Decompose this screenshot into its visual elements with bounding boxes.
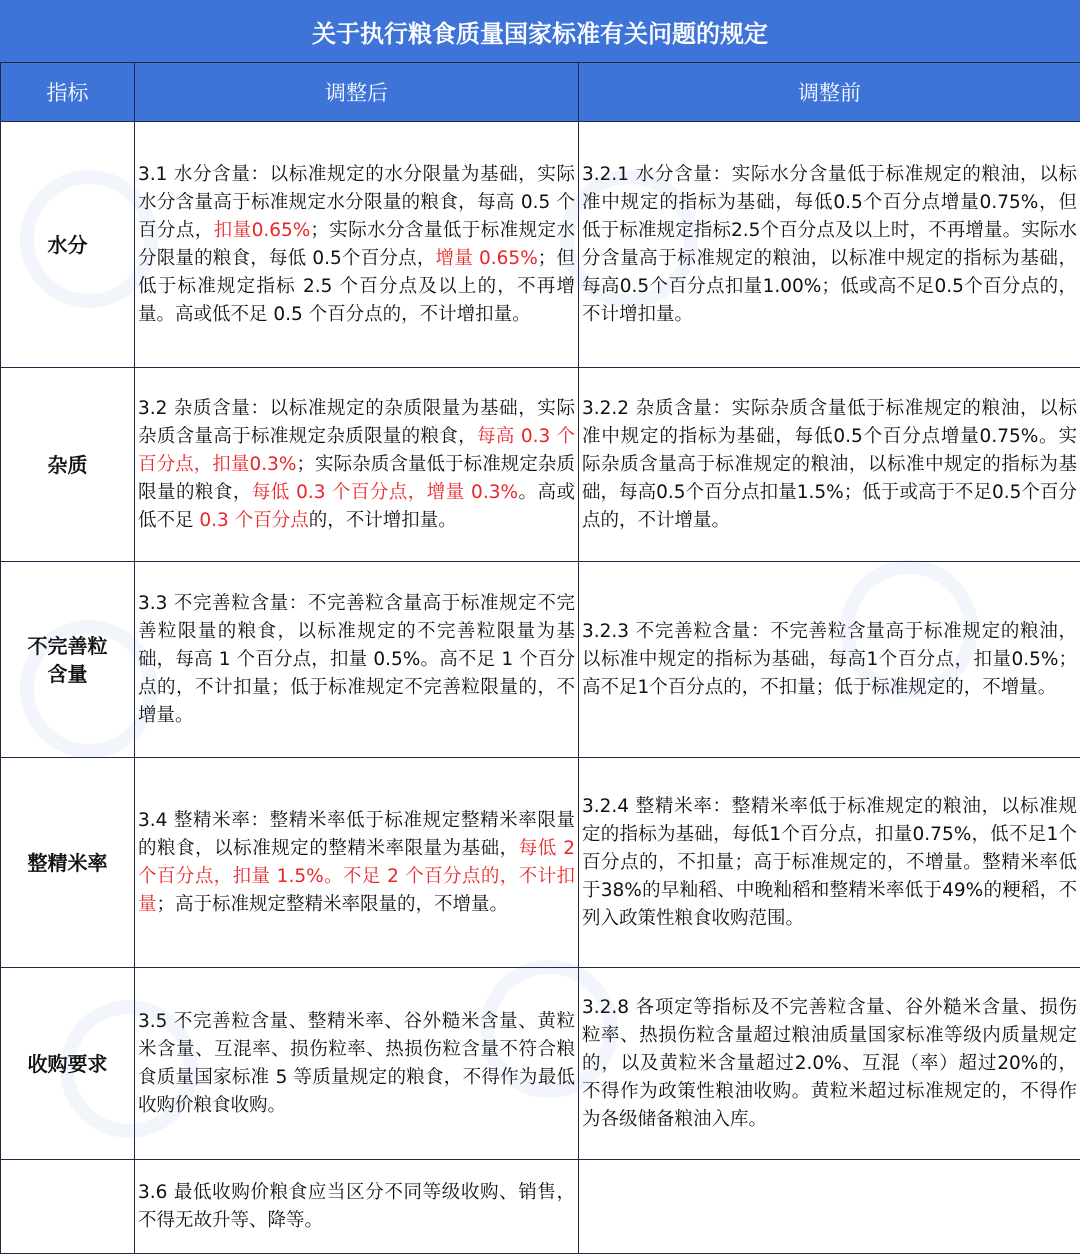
header-before: 调整前	[579, 63, 1080, 122]
text-segment: 3.6 最低收购价粮食应当区分不同等级收购、销售，不得无故升等、降等。	[138, 1181, 575, 1231]
indicator-cell	[1, 562, 135, 758]
text-segment: 3.2 杂质含量：以标准规定的杂质限量为基础，实际杂质含量高于标准规定杂质限量的粮食，	[138, 397, 575, 447]
before-cell: 3.2.3 不完善粒含量：不完善粒含量高于标准规定的粮油，以标准中规定的指标为基础，每高1个百分点，扣量0.5%；高不足1个百分点的，不扣量；低于标准规定的，不增量。	[579, 562, 1080, 758]
text-segment: ；实际水分含量低于标准规定水分限量的粮食，每低 0.5个百分点，	[138, 219, 575, 269]
table-row	[1, 122, 1080, 368]
highlighted-text: 每低 0.3 个百分点，增量 0.3%	[251, 481, 519, 503]
highlighted-text: 扣量0.65%	[213, 219, 311, 241]
highlighted-text: 0.3 个百分点	[199, 509, 309, 531]
text-segment: 3.1 水分含量：以标准规定的水分限量为基础，实际水分含量高于标准规定水分限量的粮食，每高 0.5 个百分点，	[138, 163, 575, 241]
before-cell	[579, 1160, 1080, 1254]
before-cell: 3.2.4 整精米率：整精米率低于标准规定的粮油，以标准规定的指标为基础，每低1个百分点，扣量0.75%，低不足1个百分点的，不扣量；高于标准规定的，不增量。整精米率低于38%的早籼稻、中晚籼稻和整精米率低于49%的粳稻，不列入政策性粮食收购范围。	[579, 758, 1080, 968]
text-segment: 3.5 不完善粒含量、整精米率、谷外糙米含量、黄粒米含量、互混率、损伤粒率、热损伤粒含量不符合粮食质量国家标准 5 等质量规定的粮食，不得作为最低收购价粮食收购。	[138, 1010, 575, 1116]
table-row	[1, 368, 1080, 562]
indicator-label: 不完善粒含量	[27, 633, 108, 686]
text-segment: ；高于标准规定整精米率限量的，不增量。	[156, 893, 509, 915]
after-cell	[135, 1160, 579, 1254]
after-cell	[135, 968, 579, 1160]
text-segment: 3.3 不完善粒含量：不完善粒含量高于标准规定不完善粒限量的粮食，以标准规定的不完善粒限量为基础，每高 1 个百分点，扣量 0.5%。高不足 1 个百分点的，不计扣量；低于标准规定不完善粒限量的，不增量。	[138, 592, 575, 726]
before-cell: 3.2.1 水分含量：实际水分含量低于标准规定的粮油，以标准中规定的指标为基础，每低0.5个百分点增量0.75%，但低于标准规定指标2.5个百分点及以上时，不再增量。实际水分含量高于标准规定的粮油，以标准中规定的指标为基础，每高0.5个百分点扣量1.00%；低或高不足0.5个百分点的，不计增扣量。	[579, 122, 1080, 368]
before-cell: 3.2.2 杂质含量：实际杂质含量低于标准规定的粮油，以标准中规定的指标为基础，每低0.5个百分点增量0.75%。实际杂质含量高于标准规定的粮油，以标准中规定的指标为基础，每高0.5个百分点扣量1.5%；低于或高于不足0.5个百分点的，不计增量。	[579, 368, 1080, 562]
after-cell	[135, 758, 579, 968]
text-segment: 。高或低不足	[138, 481, 575, 531]
table-row	[1, 562, 1080, 758]
header-indicator: 指标	[1, 63, 135, 122]
table-row	[1, 1160, 1080, 1254]
before-cell: 3.2.8 各项定等指标及不完善粒含量、谷外糙米含量、损伤粒率、热损伤粒含量超过粮油质量国家标准等级内质量规定的，以及黄粒米含量超过2.0%、互混（率）超过20%的，不得作为政策性粮油收购。黄粒米超过标准规定的，不得作为各级储备粮油入库。	[579, 968, 1080, 1160]
indicator-cell: 杂质	[1, 368, 135, 562]
highlighted-text: 每低 2 个百分点，扣量 1.5%。不足 2 个百分点的，不计扣量	[138, 837, 575, 915]
highlighted-text: 每高 0.3 个百分点，扣量0.3%	[138, 425, 575, 475]
text-segment: 的，不计增扣量。	[308, 509, 457, 531]
indicator-cell: 收购要求	[1, 968, 135, 1160]
indicator-cell: 水分	[1, 122, 135, 368]
indicator-cell: 整精米率	[1, 758, 135, 968]
after-cell	[135, 562, 579, 758]
page-title: 关于执行粮食质量国家标准有关问题的规定	[0, 0, 1080, 62]
table-row	[1, 758, 1080, 968]
highlighted-text: 增量 0.65%	[435, 247, 538, 269]
after-cell	[135, 122, 579, 368]
text-segment: ；但低于标准规定指标 2.5 个百分点及以上的，不再增量。高或低不足 0.5 个百分点的，不计增扣量。	[138, 247, 575, 325]
indicator-cell	[1, 1160, 135, 1254]
text-segment: 3.4 整精米率：整精米率低于标准规定整精米率限量的粮食，以标准规定的整精米率限量为基础，	[138, 809, 575, 859]
after-cell	[135, 368, 579, 562]
text-segment: ；实际杂质含量低于标准规定杂质限量的粮食，	[138, 453, 575, 503]
comparison-table	[0, 62, 1080, 1254]
table-row	[1, 968, 1080, 1160]
header-after: 调整后	[135, 63, 579, 122]
table-header-row	[1, 63, 1080, 122]
